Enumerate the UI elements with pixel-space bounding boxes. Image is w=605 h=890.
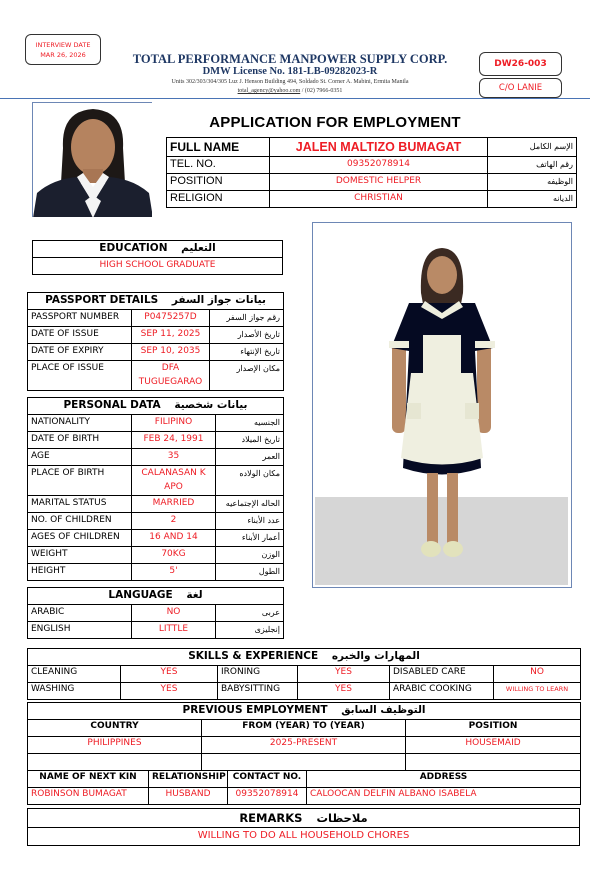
license-number: DMW License No. 181-LB-09282023-R bbox=[202, 66, 378, 77]
reference-code: DW26-003 bbox=[494, 59, 547, 69]
table-row bbox=[167, 191, 577, 208]
skills-header bbox=[28, 649, 581, 666]
religion-arabic: الديانه bbox=[488, 191, 577, 208]
care-of-box bbox=[479, 78, 562, 98]
table-row bbox=[28, 737, 581, 754]
remarks-header bbox=[28, 809, 580, 828]
dob-value: FEB 24, 1991 bbox=[132, 432, 216, 449]
table-row bbox=[28, 415, 284, 432]
expiry-date-arabic: تاريخ الإنتهاء bbox=[210, 344, 284, 361]
headshot-image bbox=[33, 103, 152, 217]
tel-value: 09352078914 bbox=[270, 157, 488, 174]
full-name-arabic: الإسم الكامل bbox=[488, 138, 577, 157]
table-row bbox=[28, 310, 284, 327]
cleaning-label: CLEANING bbox=[28, 666, 121, 683]
marital-status-value: MARRIED bbox=[132, 496, 216, 513]
age-arabic: العمر bbox=[216, 449, 284, 466]
table-row bbox=[28, 683, 581, 700]
table-row bbox=[28, 754, 581, 771]
table-row bbox=[28, 344, 284, 361]
employment-years: 2025-PRESENT bbox=[202, 737, 406, 754]
table-row bbox=[28, 809, 580, 828]
marital-status-label: MARITAL STATUS bbox=[28, 496, 132, 513]
company-name: TOTAL PERFORMANCE MANPOWER SUPPLY CORP. bbox=[132, 52, 448, 66]
tel-label: TEL. NO. bbox=[167, 157, 270, 174]
place-of-issue-label: PLACE OF ISSUE bbox=[28, 361, 132, 391]
personal-data-title: PERSONAL DATA bbox=[63, 399, 161, 411]
place-of-issue-arabic: مكان الإصدار bbox=[210, 361, 284, 391]
children-count-value: 2 bbox=[132, 513, 216, 530]
weight-label: WEIGHT bbox=[28, 547, 132, 564]
religion-label: RELIGION bbox=[167, 191, 270, 208]
table-row bbox=[28, 649, 581, 666]
place-of-birth-label: PLACE OF BIRTH bbox=[28, 466, 132, 496]
dob-label: DATE OF BIRTH bbox=[28, 432, 132, 449]
english-language-value: LITTLE bbox=[132, 622, 216, 639]
education-title: EDUCATION bbox=[99, 242, 168, 254]
washing-value: YES bbox=[121, 683, 218, 700]
tel-arabic: رقم الهاتف bbox=[488, 157, 577, 174]
disabled-care-value: NO bbox=[494, 666, 581, 683]
dob-arabic: تاريخ الميلاد bbox=[216, 432, 284, 449]
position-value: DOMESTIC HELPER bbox=[270, 174, 488, 191]
height-value: 5' bbox=[132, 564, 216, 581]
table-row bbox=[28, 398, 284, 415]
company-phone: / (02) 7966-0351 bbox=[300, 88, 343, 94]
employment-country-2 bbox=[28, 754, 202, 771]
column-header-years: FROM (YEAR) TO (YEAR) bbox=[202, 720, 406, 737]
remarks-title: REMARKS bbox=[239, 811, 303, 825]
basic-info-table bbox=[166, 137, 577, 208]
header-divider bbox=[0, 98, 590, 99]
table-row bbox=[28, 828, 580, 846]
passport-header bbox=[28, 293, 284, 310]
education-title-arabic: التعليم bbox=[181, 242, 216, 254]
arabic-language-arabic: عربى bbox=[216, 605, 284, 622]
skills-title-arabic: المهارات والخبره bbox=[331, 650, 420, 662]
passport-number-arabic: رقم جواز السفر bbox=[210, 310, 284, 327]
table-row bbox=[28, 293, 284, 310]
issue-date-arabic: تاريخ الأصدار bbox=[210, 327, 284, 344]
table-row bbox=[28, 496, 284, 513]
table-row bbox=[33, 258, 283, 275]
table-row bbox=[33, 241, 283, 258]
cleaning-value: YES bbox=[121, 666, 218, 683]
interview-date-value: MAR 26, 2026 bbox=[40, 51, 86, 59]
employment-position-2 bbox=[406, 754, 581, 771]
babysitting-label: BABYSITTING bbox=[218, 683, 298, 700]
table-row bbox=[28, 327, 284, 344]
language-title-arabic: لغة bbox=[186, 589, 203, 601]
height-arabic: الطول bbox=[216, 564, 284, 581]
disabled-care-label: DISABLED CARE bbox=[390, 666, 494, 683]
children-count-arabic: عدد الأبناء bbox=[216, 513, 284, 530]
children-ages-label: AGES OF CHILDREN bbox=[28, 530, 132, 547]
previous-employment-title: PREVIOUS EMPLOYMENT bbox=[182, 704, 328, 716]
kin-relationship-value: HUSBAND bbox=[149, 788, 228, 805]
children-ages-arabic: أعمار الأبناء bbox=[216, 530, 284, 547]
language-header bbox=[28, 588, 284, 605]
expiry-date-value: SEP 10, 2035 bbox=[132, 344, 210, 361]
nationality-label: NATIONALITY bbox=[28, 415, 132, 432]
expiry-date-label: DATE OF EXPIRY bbox=[28, 344, 132, 361]
babysitting-value: YES bbox=[298, 683, 390, 700]
ironing-value: YES bbox=[298, 666, 390, 683]
education-table bbox=[32, 240, 283, 275]
place-of-birth-value: CALANASAN K APO bbox=[132, 466, 216, 496]
skills-table bbox=[27, 648, 581, 700]
passport-title-arabic: بيانات جواز السفر bbox=[171, 294, 266, 306]
weight-arabic: الوزن bbox=[216, 547, 284, 564]
reference-code-box bbox=[479, 52, 562, 76]
company-email-link[interactable]: total_agency@yahoo.com bbox=[237, 88, 301, 94]
age-value: 35 bbox=[132, 449, 216, 466]
previous-employment-title-arabic: التوظيف السابق bbox=[341, 704, 426, 716]
kin-address-value: CALOOCAN DELFIN ALBANO ISABELA bbox=[307, 788, 581, 805]
table-row bbox=[167, 174, 577, 191]
washing-label: WASHING bbox=[28, 683, 121, 700]
place-of-birth-arabic: مكان الولاده bbox=[216, 466, 284, 496]
issue-date-value: SEP 11, 2025 bbox=[132, 327, 210, 344]
table-row bbox=[167, 157, 577, 174]
employment-country: PHILIPPINES bbox=[28, 737, 202, 754]
personal-data-title-arabic: بيانات شخصية bbox=[174, 399, 248, 411]
table-row bbox=[28, 513, 284, 530]
table-row bbox=[28, 622, 284, 639]
table-row bbox=[28, 605, 284, 622]
nationality-arabic: الجنسيه bbox=[216, 415, 284, 432]
column-header-relationship: RELATIONSHIP bbox=[149, 771, 228, 788]
next-of-kin-table bbox=[27, 770, 581, 805]
children-count-label: NO. OF CHILDREN bbox=[28, 513, 132, 530]
page-title: APPLICATION FOR EMPLOYMENT bbox=[209, 114, 461, 131]
table-row bbox=[28, 466, 284, 496]
full-body-image bbox=[313, 223, 571, 587]
table-row bbox=[28, 771, 581, 788]
previous-employment-table bbox=[27, 702, 581, 771]
passport-table bbox=[27, 292, 284, 391]
interview-date-label: INTERVIEW DATE bbox=[35, 41, 91, 49]
position-arabic: الوظيفه bbox=[488, 174, 577, 191]
age-label: AGE bbox=[28, 449, 132, 466]
passport-number-value: P0475257D bbox=[132, 310, 210, 327]
table-row bbox=[28, 666, 581, 683]
marital-status-arabic: الحاله الإجتماعيه bbox=[216, 496, 284, 513]
arabic-language-value: NO bbox=[132, 605, 216, 622]
table-row bbox=[28, 361, 284, 391]
kin-contact-value: 09352078914 bbox=[228, 788, 307, 805]
language-title: LANGUAGE bbox=[108, 589, 173, 601]
english-language-arabic: إنجليزى bbox=[216, 622, 284, 639]
language-table bbox=[27, 587, 284, 639]
kin-name-value: ROBINSON BUMAGAT bbox=[28, 788, 149, 805]
employment-years-2 bbox=[202, 754, 406, 771]
education-value: HIGH SCHOOL GRADUATE bbox=[33, 258, 283, 275]
company-contact bbox=[110, 87, 470, 95]
full-name-label: FULL NAME bbox=[167, 138, 270, 157]
nationality-value: FILIPINO bbox=[132, 415, 216, 432]
education-header bbox=[33, 241, 283, 258]
interview-date-box bbox=[25, 34, 101, 65]
weight-value: 70KG bbox=[132, 547, 216, 564]
table-row bbox=[28, 720, 581, 737]
table-row bbox=[28, 449, 284, 466]
remarks-value: WILLING TO DO ALL HOUSEHOLD CHORES bbox=[28, 828, 580, 846]
column-header-address: ADDRESS bbox=[307, 771, 581, 788]
previous-employment-header bbox=[28, 703, 581, 720]
table-row bbox=[28, 703, 581, 720]
full-name-value: JALEN MALTIZO BUMAGAT bbox=[270, 138, 488, 157]
column-header-kin-name: NAME OF NEXT KIN bbox=[28, 771, 149, 788]
column-header-contact: CONTACT NO. bbox=[228, 771, 307, 788]
care-of-value: C/O LANIE bbox=[498, 83, 543, 93]
applicant-full-body-photo bbox=[312, 222, 572, 588]
arabic-language-label: ARABIC bbox=[28, 605, 132, 622]
passport-number-label: PASSPORT NUMBER bbox=[28, 310, 132, 327]
company-header bbox=[110, 52, 470, 95]
applicant-headshot bbox=[32, 102, 152, 217]
remarks-table bbox=[27, 808, 580, 846]
employment-position: HOUSEMAID bbox=[406, 737, 581, 754]
passport-title: PASSPORT DETAILS bbox=[45, 294, 159, 306]
table-row bbox=[28, 547, 284, 564]
position-label: POSITION bbox=[167, 174, 270, 191]
column-header-position: POSITION bbox=[406, 720, 581, 737]
english-language-label: ENGLISH bbox=[28, 622, 132, 639]
table-row bbox=[167, 138, 577, 157]
personal-data-header bbox=[28, 398, 284, 415]
company-address: Units 302/303/304/305 Luz J. Henson Building 494, Soldado St. Corner A. Mabini, Ermita Manila bbox=[171, 79, 409, 85]
column-header-country: COUNTRY bbox=[28, 720, 202, 737]
height-label: HEIGHT bbox=[28, 564, 132, 581]
place-of-issue-value: DFA TUGUEGARAO bbox=[132, 361, 210, 391]
arabic-cooking-label: ARABIC COOKING bbox=[390, 683, 494, 700]
children-ages-value: 16 AND 14 bbox=[132, 530, 216, 547]
table-row bbox=[28, 564, 284, 581]
table-row bbox=[28, 432, 284, 449]
skills-title: SKILLS & EXPERIENCE bbox=[188, 650, 319, 662]
personal-data-table bbox=[27, 397, 284, 581]
table-row bbox=[28, 530, 284, 547]
issue-date-label: DATE OF ISSUE bbox=[28, 327, 132, 344]
remarks-title-arabic: ملاحظات bbox=[316, 811, 368, 825]
table-row bbox=[28, 588, 284, 605]
table-row bbox=[28, 788, 581, 805]
religion-value: CHRISTIAN bbox=[270, 191, 488, 208]
ironing-label: IRONING bbox=[218, 666, 298, 683]
arabic-cooking-value: WILLING TO LEARN bbox=[494, 683, 581, 700]
